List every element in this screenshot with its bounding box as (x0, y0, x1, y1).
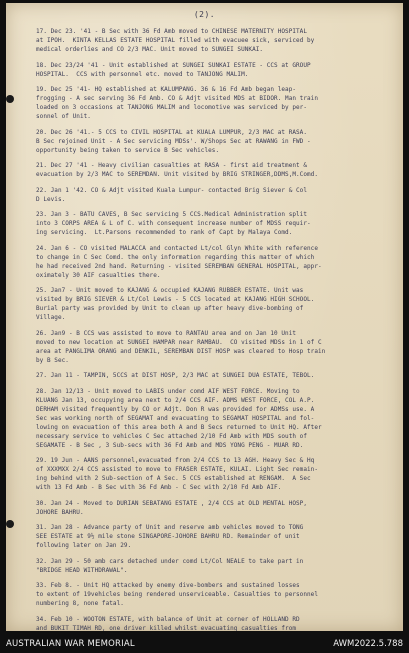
entry-line: 31. Jan 28 - Advance party of Unit and reserve amb vehicles moved to TONG (36, 524, 304, 531)
entry-line: lowing on evacuation of this area both A and B Secs returned to Unit HQ. After (36, 423, 322, 431)
entry-line: opportunity being taken to service B Sec vehicles. (36, 146, 220, 154)
entry-line: and BUKIT TIMAH RD, one driver killed whilst evacuating casualties from (36, 624, 297, 632)
diary-entry (36, 128, 400, 155)
entry-line: 30. Jan 24 - Moved to DURIAN SEBATANG ESTATE , 2/4 CCS at OLD MENTAL HOSP, (36, 499, 308, 507)
entry-line: Burial party was provided by Unit to clean up after heavy dive-bombing of (36, 305, 304, 312)
diary-entry (36, 329, 400, 365)
page-number: (2). (193, 10, 216, 19)
entry-line: numbering 8, none fatal. (36, 600, 124, 607)
diary-entry (36, 387, 400, 450)
punch-hole-icon (6, 95, 14, 103)
entry-line: of XXXMXX 2/4 CCS assisted to move to FRASER ESTATE, KULAI. Light Sec remain- (36, 466, 318, 473)
entry-line: 26. Jan9 - B CCS was assisted to move to RANTAU area and on Jan 10 Unit (36, 329, 297, 337)
entry-line: 29. 19 Jun - AANS personnel,evacuated from 2/4 CCS to 13 AGH. Heavy Sec & Hq (36, 457, 315, 464)
entry-line: he had received 2nd hand. Returning - visited SEREMBAN GENERAL HOSPITAL, appr- (36, 262, 322, 270)
entry-line: ing behind with 2 Sub-section of A Sec. 5 CCS established at RENGAM. A Sec (36, 475, 311, 482)
diary-entry (36, 61, 400, 79)
entry-line: 24. Jan 6 - CO visited MALACCA and contacted Lt/col Glyn White with reference (36, 244, 318, 252)
entry-line: 21. Dec 27 '41 - Heavy civilian casualties at RASA - first aid treatment & (36, 162, 308, 169)
entry-line: moved to new location at SUNGEI HAMPAR near RAMBAU. CO visited MDSs in 1 of C (36, 338, 322, 346)
entry-line: 25. Jan7 - Unit moved to KAJANG & occupied KAJANG RUBBER ESTATE. Unit was (36, 287, 304, 294)
entry-line: 18. Dec 23/24 '41 - Unit established at SUNGEI SUNKAI ESTATE - CCS at GROUP (36, 61, 311, 69)
entry-line: D Levis. (36, 195, 66, 203)
entry-line: evacuation by 2/3 MAC to SEREMDAN. Unit visited by BRIG STRINGER,DDMS,M.Comd. (36, 171, 318, 178)
diary-entry (36, 244, 400, 280)
diary-entry (36, 85, 400, 121)
entry-line: sonnel of Unit. (36, 113, 91, 120)
entry-line: 17. Dec 23. '41 - B Sec with 36 Fd Amb moved to CHINESE MATERNITY HOSPITAL (36, 28, 308, 35)
entry-line: KLUANG Jan 13, occupying area next to 2/4 CCS AIF. ADMS WEST FORCE, COL A.P. (36, 396, 315, 404)
diary-entry (36, 557, 400, 575)
entry-line: visited by BRIG SIEVER & Lt/Col Lewis - 5 CCS located at KAJANG HIGH SCHOOL. (36, 296, 315, 303)
punch-hole-icon (6, 520, 14, 528)
document-page (6, 3, 403, 631)
archive-footer (0, 631, 409, 653)
entry-line: B Sec rejoined Unit - A Sec servicing MDSs'. W/Shops Sec at RAWANG in FWD - (36, 137, 311, 145)
diary-entry (36, 523, 400, 550)
entry-line: HOSPITAL. CCS with personnel etc. moved to TANJONG MALIM. (36, 70, 249, 78)
diary-entry (36, 456, 400, 492)
entry-line: 19. Dec 25 '41- HQ established at KALUMPANG. 36 & 16 Fd Amb began leap- (36, 86, 297, 93)
entry-line: SEGAMATE - B Sec , 3 Sub-secs with 36 Fd Amb and MDS YONG PENG - MUAR RD. (36, 441, 304, 449)
diary-entry (36, 371, 400, 380)
entry-line: following later on Jan 29. (36, 542, 132, 549)
reference-number: AWM2022.5.788 (333, 639, 403, 649)
entry-line: 23. Jan 3 - BATU CAVES, B Sec servicing 5 CCS.Medical Administration split (36, 211, 308, 218)
entry-line: DERHAM visited frequently by CO or Adjt. Don R was provided for ADMSs use. A (36, 405, 315, 413)
entry-line: JOHORE BAHRU. (36, 508, 84, 516)
entry-line: by B Sec. (36, 356, 69, 364)
entry-line: loaded on 3 occasions at TANJONG MALIM and locomotive was serviced by per- (36, 104, 308, 111)
diary-entry (36, 186, 400, 204)
entry-line: 33. Feb 8. - Unit HQ attacked by enemy dive-bombers and sustained losses (36, 582, 300, 589)
diary-entry (36, 161, 400, 179)
entry-line: necessary service to vehicles C Sec attached 2/10 Fd Amb with MDS south of (36, 432, 308, 440)
diary-entry (36, 286, 400, 322)
diary-entry (36, 581, 400, 608)
institution-label: AUSTRALIAN WAR MEMORIAL (6, 639, 135, 649)
entry-line: frogging - A sec serving 36 Fd Amb. CO & Adjt visited MDS at BIDOR. Man train (36, 95, 318, 102)
entry-line: oximately 30 AIF casualties there. (36, 271, 161, 279)
entry-line: at IPOH. KINTA KELLAS ESTATE HOSPITAL filled with evacuee sick, serviced by (36, 37, 315, 44)
entry-line: 34. Feb 10 - WOOTON ESTATE, with balance of Unit at corner of HOLLAND RD (36, 615, 300, 623)
entry-line: 27. Jan 11 - TAMPIN, 5CCS at DIST HOSP, 2/3 MAC at SUNGEI DUA ESTATE, TEBOL. (36, 372, 315, 379)
diary-entries (36, 27, 400, 648)
entry-line: Village. (36, 314, 66, 321)
entry-line: "BRIDGE HEAD WITHDRAWAL". (36, 566, 128, 574)
diary-entry (36, 210, 400, 237)
entry-line: ing servicing. Lt.Parsons recommended to rank of Capt by Malaya Comd. (36, 229, 293, 236)
entry-line: 22. Jan 1 '42. CO & Adjt visited Kuala Lumpur- contacted Brig Siever & Col (36, 186, 308, 194)
diary-entry (36, 499, 400, 517)
entry-line: Sec was working north of SEGAMAT and evacuating to SEGAMAT HOSPITAL and fol- (36, 414, 315, 422)
entry-line: area at PANGLIMA ORANG and DENKIL, SEREMBAN DIST HOSP was cleared to Hosp train (36, 347, 326, 355)
entry-line: medical orderlies and CO 2/3 MAC. Unit moved to SUNGEI SUNKAI. (36, 46, 264, 53)
entry-line: 20. Dec 26 '41.- 5 CCS to CIVIL HOSPITAL at KUALA LUMPUR, 2/3 MAC at RASA. (36, 128, 308, 136)
entry-line: SEE ESTATE at 9½ mile stone SINGAPORE-JOHORE BAHRU RD. Remainder of unit (36, 533, 300, 540)
entry-line: to change in C Sec Comd. the only information regarding this matter of which (36, 253, 315, 261)
entry-line: to extent of 19vehicles being rendered unserviceable. Casualties to personnel (36, 591, 318, 598)
diary-entry (36, 27, 400, 54)
entry-line: 32. Jan 29 - 50 amb cars detached under comd Lt/Col NEALE to take part in (36, 557, 304, 565)
entry-line: into 3 CORPS AREA & L of C. with consequent increase number of MDSS requir- (36, 220, 311, 227)
entry-line: with 13 Fd Amb - B Sec with 36 Fd Amb - C Sec with 2/10 Fd Amb AIF. (36, 484, 282, 491)
entry-line: 28. Jan 12/13 - Unit moved to LABIS under comd AIF WEST FORCE. Moving to (36, 387, 300, 395)
